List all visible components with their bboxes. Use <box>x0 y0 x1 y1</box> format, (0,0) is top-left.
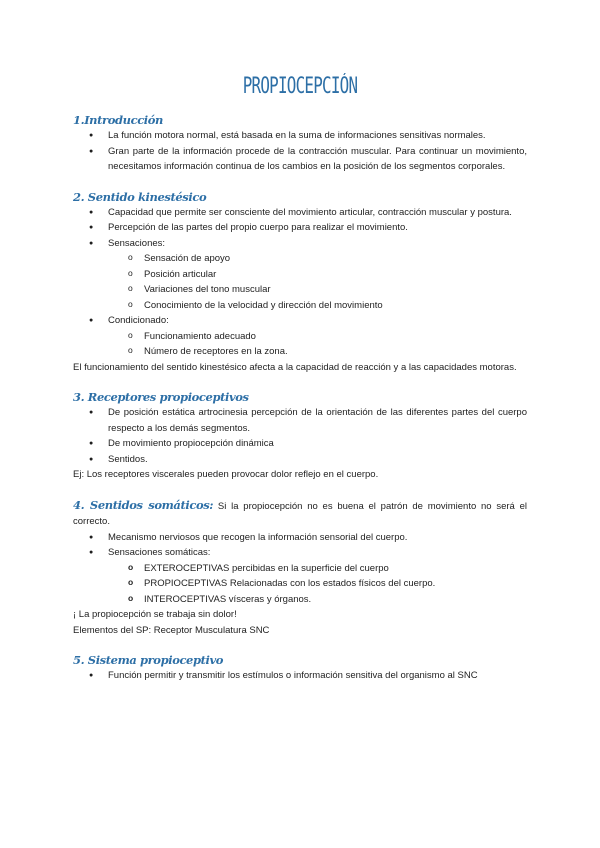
inline-text: Si la propiocepción no es buena el patrón de movimiento no será el correcto. <box>73 500 527 527</box>
section-heading-sentidos-somaticos: 4. Sentidos somáticos: <box>73 497 214 512</box>
sub-bullet-item: o Sensación de apoyo <box>73 251 527 267</box>
page-title: PROPIOCEPCIÓN <box>242 74 358 99</box>
bullet-item: ● Condicionado: <box>73 313 527 329</box>
bullet-item: ● De posición estática artrocinesia percepción de la orientación de las diferentes partes del cuerpo respecto a los demás segmentos. <box>73 405 527 436</box>
sub-bullet-item: o Posición articular <box>73 267 527 283</box>
section-heading-introduccion: 1.Introducción <box>73 113 163 127</box>
bullet-item: ● Mecanismo nerviosos que recogen la información sensorial del cuerpo. <box>73 530 527 546</box>
sub-bullet-item: o Conocimiento de la velocidad y dirección del movimiento <box>73 298 527 314</box>
bullet-item: ● Capacidad que permite ser consciente del movimiento articular, contracción muscular y postura. <box>73 205 527 221</box>
section-heading-sentido-kinestesico: 2. Sentido kinestésico <box>73 189 207 204</box>
sub-bullet-item: o Variaciones del tono muscular <box>73 282 527 298</box>
sub-bullet-item: o Número de receptores en la zona. <box>73 344 527 360</box>
paragraph: Elementos del SP: Receptor Musculatura SNC <box>73 624 270 636</box>
section-heading-receptores: 3. Receptores propioceptivos <box>73 390 249 404</box>
bullet-item: ● Gran parte de la información procede de la contracción muscular. Para continuar un movimiento, necesitamos información continua de los cambios en la posición de los segmentos corporales. <box>73 144 527 175</box>
sub-bullet-item: o INTEROCEPTIVAS vísceras y órganos. <box>73 592 527 608</box>
sub-bullet-item: o Funcionamiento adecuado <box>73 329 527 345</box>
section-heading-sistema-propioceptivo: 5. Sistema propioceptivo <box>73 653 224 667</box>
bullet-item: ● Función permitir y transmitir los estímulos o información sensitiva del organismo al SNC <box>73 668 527 684</box>
bullet-item: ● Sensaciones somáticas: <box>73 545 527 561</box>
bullet-item: ● Sensaciones: <box>73 236 527 252</box>
bullet-item: ● Percepción de las partes del propio cuerpo para realizar el movimiento. <box>73 220 527 236</box>
bullet-item: ● De movimiento propiocepción dinámica <box>73 436 527 452</box>
paragraph: ¡ La propiocepción se trabaja sin dolor! <box>73 609 237 620</box>
bullet-item: ● La función motora normal, está basada en la suma de informaciones sensitivas normales. <box>73 128 527 144</box>
paragraph: Ej: Los receptores viscerales pueden provocar dolor reflejo en el cuerpo. <box>73 469 379 480</box>
document-body <box>73 112 527 684</box>
bullet-item: ● Sentidos. <box>73 452 527 468</box>
paragraph: El funcionamiento del sentido kinestésico afecta a la capacidad de reacción y a las capacidades motoras. <box>73 361 517 373</box>
sub-bullet-item: o EXTEROCEPTIVAS percibidas en la superficie del cuerpo <box>73 561 527 577</box>
section-4-intro <box>73 497 527 530</box>
sub-bullet-item: o PROPIOCEPTIVAS Relacionadas con los estados físicos del cuerpo. <box>73 576 527 592</box>
